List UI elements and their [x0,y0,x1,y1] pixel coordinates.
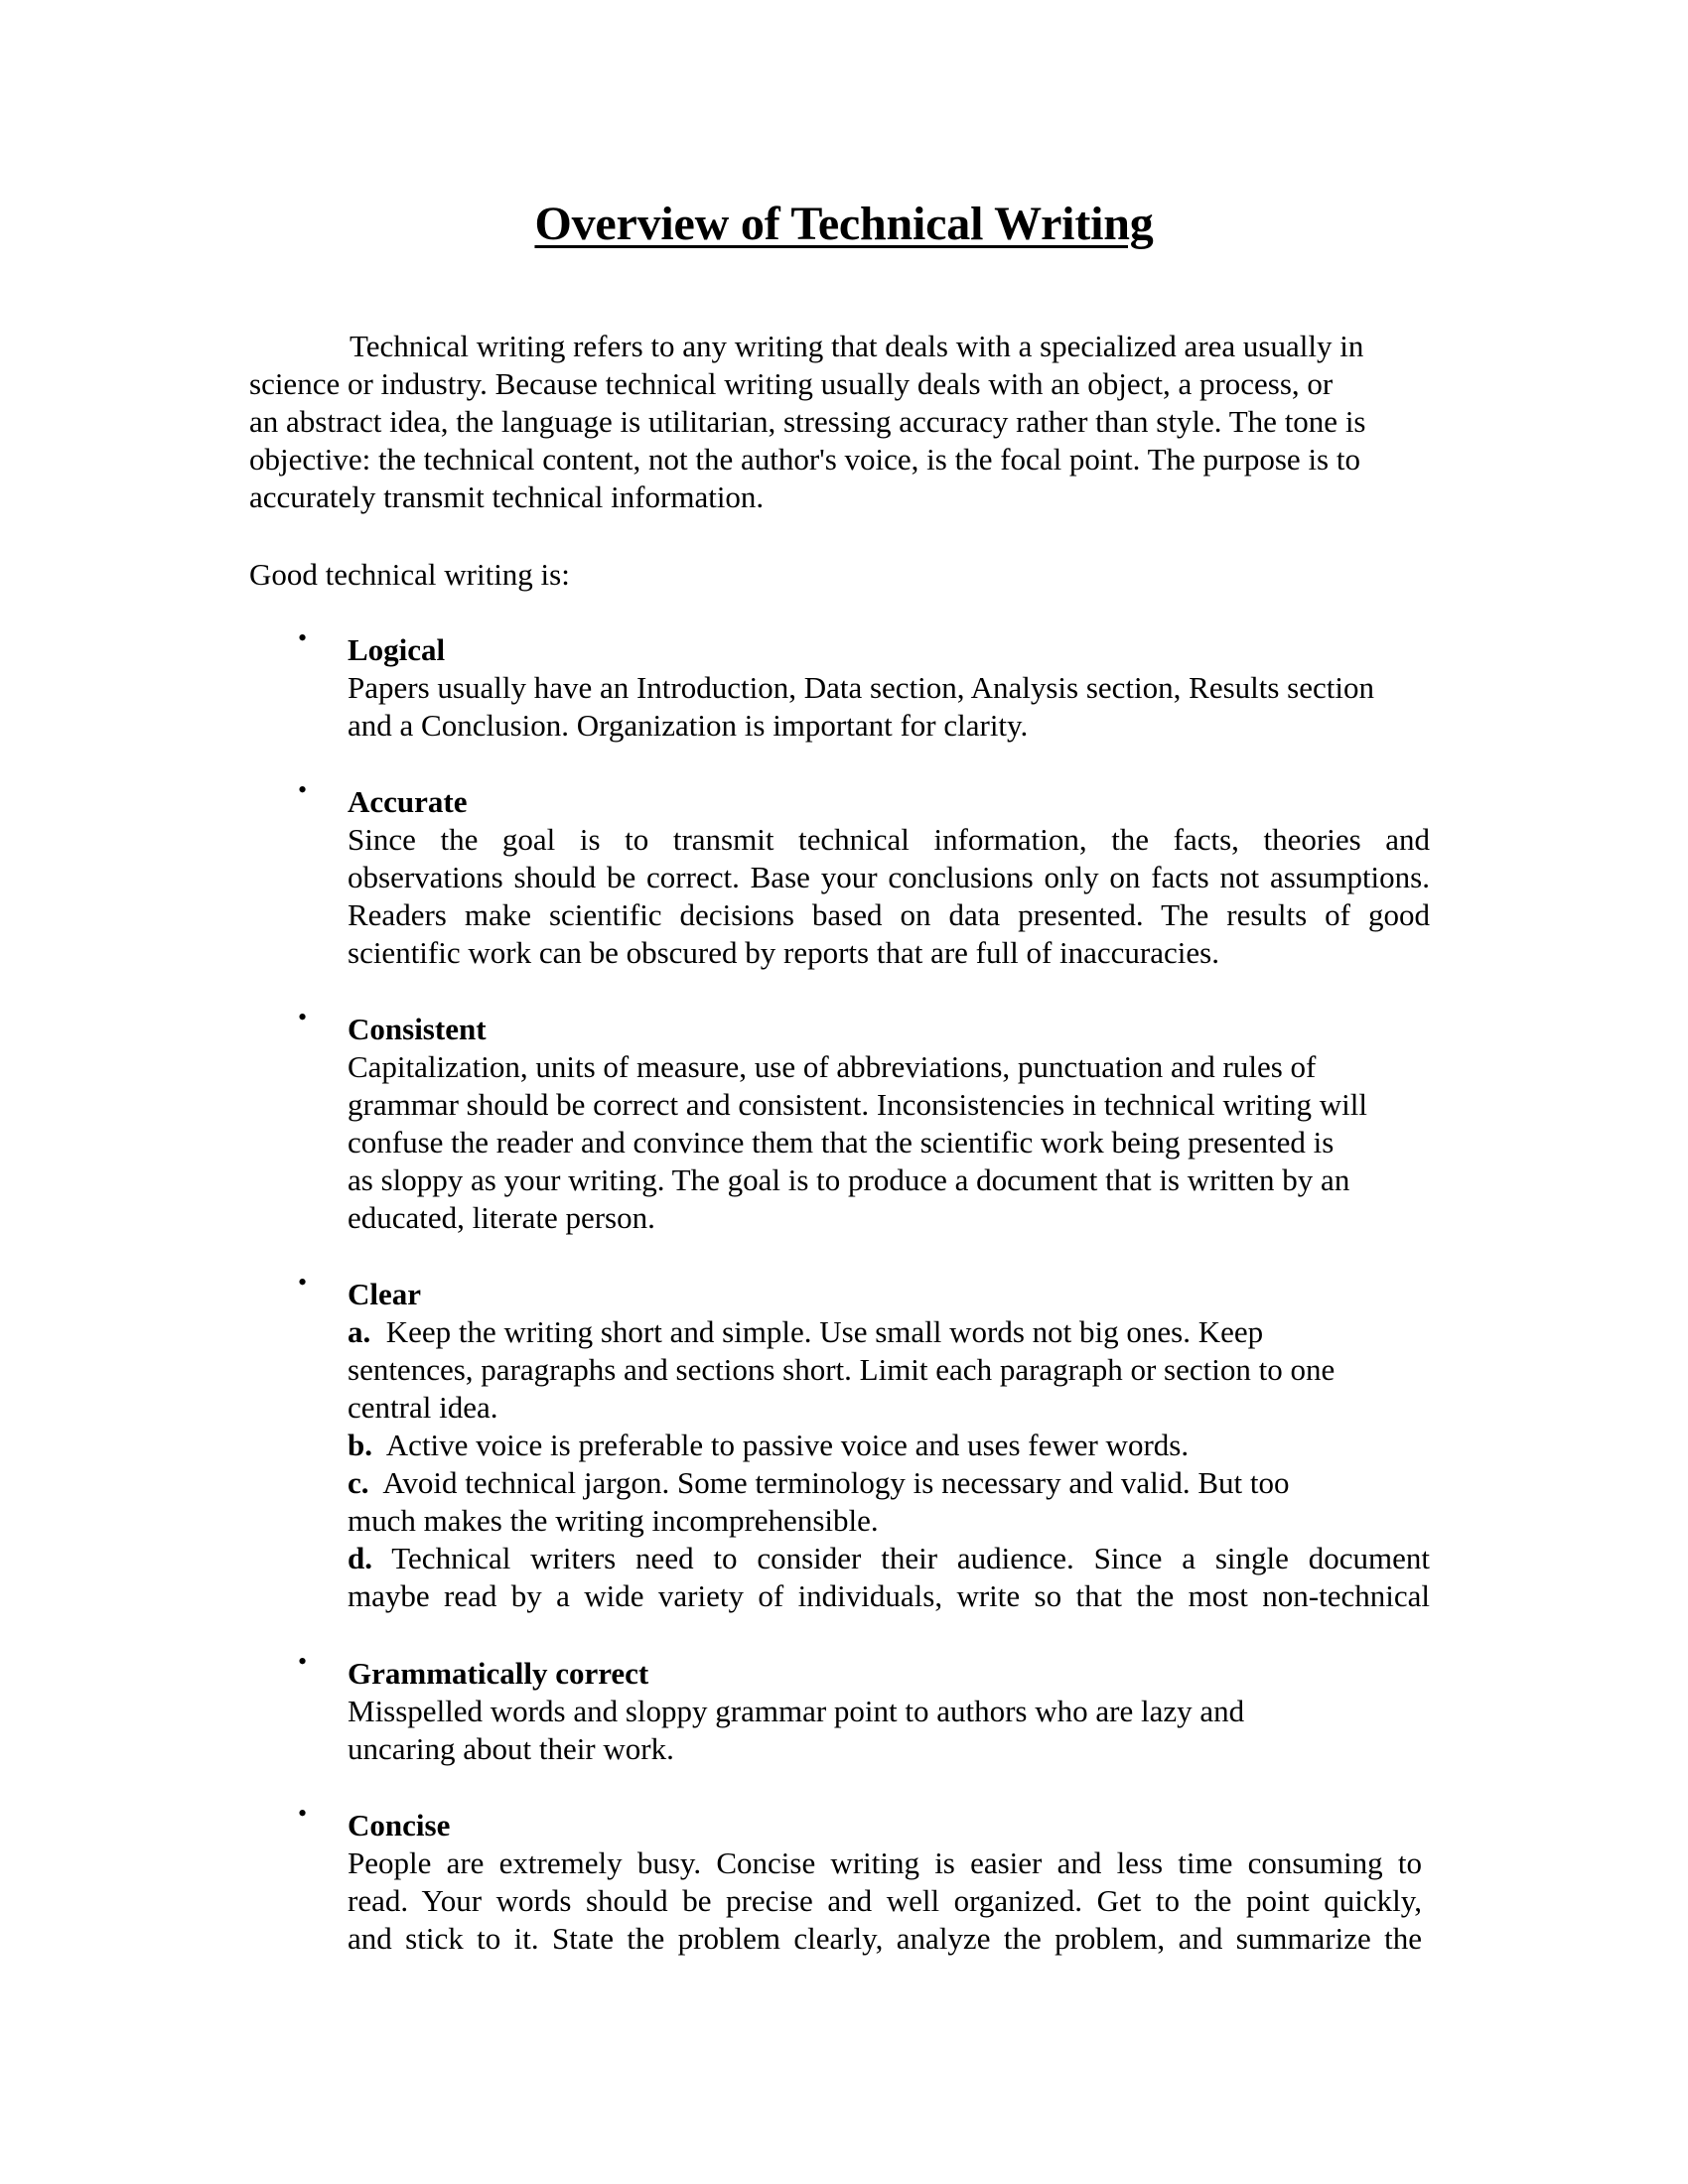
list-item-line: read. Your words should be precise and well organized. Get to the point quickly, [348,1883,1422,1918]
list-item-line: observations should be correct. Base your conclusions only on facts not assumptions. [348,860,1430,894]
sub-item-text: Avoid technical jargon. Some terminology is necessary and valid. But too [382,1465,1290,1500]
bullet-icon: • [298,775,308,804]
list-item-line: uncaring about their work. [348,1731,674,1766]
list-item-line: Since the goal is to transmit technical information, the facts, theories and [348,822,1430,857]
list-item-body [348,1807,1422,1958]
sub-item-text: Technical writers need to consider their audience. Since a single document [391,1541,1430,1575]
sub-item-label: c. [348,1465,369,1500]
list-item-body [348,1655,1430,1768]
list-item-heading: Concise [348,1808,451,1843]
sub-item-line [348,1464,1430,1502]
list-item-body [348,1276,1430,1615]
list-item-line: educated, literate person. [348,1200,655,1235]
sub-item-text: Keep the writing short and simple. Use small words not big ones. Keep [385,1314,1264,1349]
sub-item-label: a. [348,1314,371,1349]
bullet-icon: • [298,1268,308,1297]
sub-item-line: much makes the writing incomprehensible. [348,1503,879,1538]
intro-line: accurately transmit technical information. [249,479,765,514]
bullet-icon: • [298,1003,308,1031]
list-item-line: as sloppy as your writing. The goal is to produce a document that is written by an [348,1162,1350,1197]
sub-item-text: Active voice is preferable to passive voice and uses fewer words. [385,1428,1190,1462]
sub-item-label: d. [348,1541,372,1575]
intro-line: objective: the technical content, not the author's voice, is the focal point. The purpose is to [249,442,1360,477]
intro-line: an abstract idea, the language is utilitarian, stressing accuracy rather than style. The tone is [249,404,1366,439]
intro-line: science or industry. Because technical writing usually deals with an object, a process, or [249,366,1334,401]
sub-item-line [348,1427,1430,1464]
list-item-line: People are extremely busy. Concise writing is easier and less time consuming to [348,1845,1422,1880]
list-item-line: Misspelled words and sloppy grammar point to authors who are lazy and [348,1694,1245,1728]
list-item-line: Readers make scientific decisions based on data presented. The results of good [348,897,1430,932]
list-item-line: confuse the reader and convince them that the scientific work being presented is [348,1125,1335,1160]
list-item-line: Papers usually have an Introduction, Data section, Analysis section, Results section [348,670,1374,705]
list-item-heading: Grammatically correct [348,1656,649,1691]
bullet-icon: • [298,1799,308,1828]
list-item-heading: Accurate [348,784,468,819]
sub-item-line: maybe read by a wide variety of individuals, write so that the most non-technical [348,1578,1430,1613]
list-item-body [348,783,1430,972]
list-item-line: Capitalization, units of measure, use of abbreviations, punctuation and rules of [348,1049,1317,1084]
list-item-heading: Clear [348,1277,422,1311]
sub-item-line [348,1540,1430,1577]
list-item-line: grammar should be correct and consistent. Inconsistencies in technical writing will [348,1087,1368,1122]
list-item-body [348,631,1430,745]
sub-item-line [348,1313,1430,1351]
intro-paragraph [249,328,1401,516]
list-item-heading: Consistent [348,1012,487,1046]
list-lead-text: Good technical writing is: [249,557,570,592]
list-item-line: scientific work can be obscured by reports that are full of inaccuracies. [348,935,1219,970]
sub-item-line: central idea. [348,1390,498,1425]
sub-item-line: sentences, paragraphs and sections short. Limit each paragraph or section to one [348,1352,1336,1387]
intro-line: Technical writing refers to any writing that deals with a specialized area usually in [350,329,1364,363]
list-item-heading: Logical [348,632,446,667]
bullet-icon: • [298,623,308,652]
list-item-line: and a Conclusion. Organization is important for clarity. [348,708,1029,743]
list-item-line: and stick to it. State the problem clearly, analyze the problem, and summarize the [348,1921,1422,1956]
list-item-body [348,1011,1430,1237]
page-title: Overview of Technical Writing [534,198,1154,250]
sub-item-label: b. [348,1428,372,1462]
bullet-icon: • [298,1647,308,1676]
